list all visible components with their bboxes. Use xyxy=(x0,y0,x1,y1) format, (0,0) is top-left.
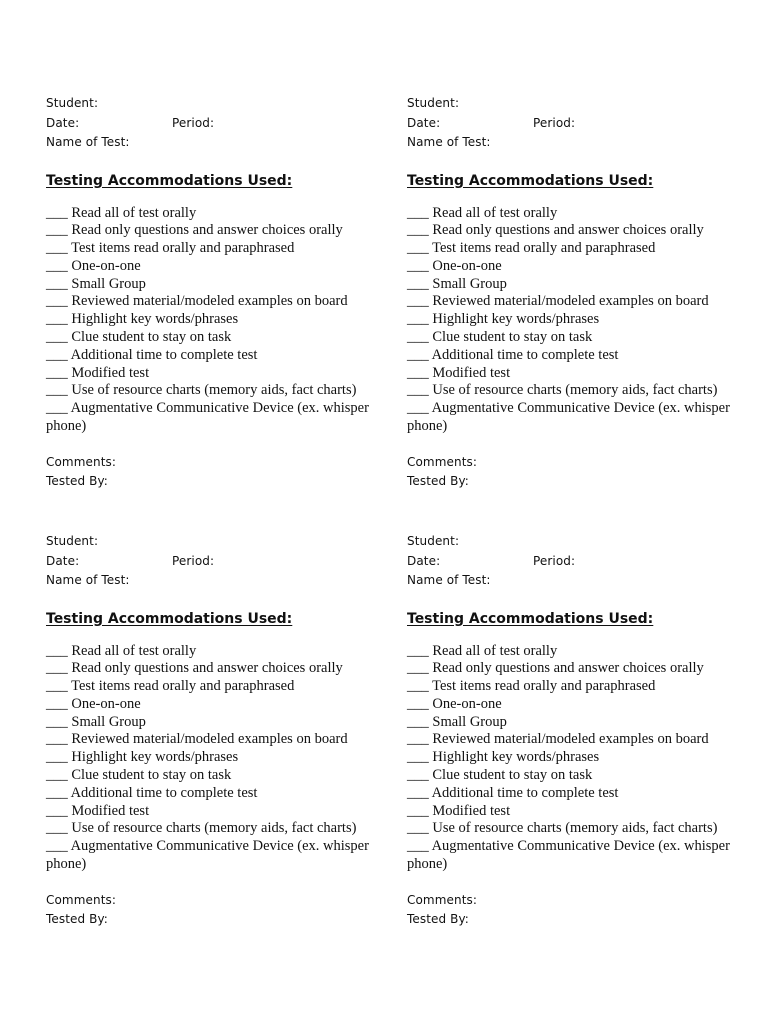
checkbox-blank[interactable]: ___ xyxy=(407,293,429,310)
date-period-row xyxy=(407,552,752,572)
accommodation-text: Clue student to stay on task xyxy=(71,767,232,784)
checkbox-blank[interactable]: ___ xyxy=(46,767,68,784)
checkbox-blank[interactable]: ___ xyxy=(46,660,68,677)
checkbox-blank[interactable]: ___ xyxy=(46,293,68,310)
accommodation-item xyxy=(407,660,752,678)
date-label: Date: xyxy=(46,115,80,130)
comments-label: Comments: xyxy=(46,454,116,469)
accommodation-text: Test items read orally and paraphrased xyxy=(432,678,656,695)
checkbox-blank[interactable]: ___ xyxy=(46,749,68,766)
checkbox-blank[interactable]: ___ xyxy=(46,784,68,801)
checkbox-blank[interactable]: ___ xyxy=(407,275,429,292)
checkbox-blank[interactable]: ___ xyxy=(407,802,429,819)
accommodation-text: Reviewed material/modeled examples on board xyxy=(71,731,348,748)
tested-by-label: Tested By: xyxy=(46,474,108,489)
accommodation-text: Read only questions and answer choices orally xyxy=(71,222,343,239)
checkbox-blank[interactable]: ___ xyxy=(407,364,429,381)
checkbox-blank[interactable]: ___ xyxy=(46,329,68,346)
accommodation-text: Clue student to stay on task xyxy=(432,329,593,346)
checkbox-blank[interactable]: ___ xyxy=(46,346,68,363)
accommodation-item xyxy=(407,820,752,838)
checkbox-blank[interactable]: ___ xyxy=(46,731,68,748)
checkbox-blank[interactable]: ___ xyxy=(407,678,429,695)
accommodation-text: Use of resource charts (memory aids, fact charts) xyxy=(71,820,357,837)
accommodation-item xyxy=(407,293,752,311)
accommodation-form-1 xyxy=(46,94,391,492)
period-label: Period: xyxy=(172,553,215,568)
accommodation-text: Small Group xyxy=(71,275,146,292)
accommodation-text: Augmentative Communicative Device (ex. whisper phone) xyxy=(46,838,369,873)
checkbox-blank[interactable]: ___ xyxy=(407,784,429,801)
student-label: Student: xyxy=(407,534,460,548)
accommodation-text: One-on-one xyxy=(432,257,502,274)
checkbox-blank[interactable]: ___ xyxy=(46,713,68,730)
checkbox-blank[interactable]: ___ xyxy=(407,838,429,855)
accommodation-item xyxy=(46,347,391,365)
comments-label: Comments: xyxy=(407,454,477,469)
accommodation-item xyxy=(46,749,391,767)
accommodation-item xyxy=(407,365,752,383)
accommodations-heading: Testing Accommodations Used: xyxy=(46,610,293,627)
checkbox-blank[interactable]: ___ xyxy=(407,346,429,363)
accommodation-text: Highlight key words/phrases xyxy=(432,749,600,766)
accommodation-item xyxy=(46,240,391,258)
checkbox-blank[interactable]: ___ xyxy=(46,678,68,695)
checkbox-blank[interactable]: ___ xyxy=(46,311,68,328)
accommodations-list xyxy=(46,643,391,874)
checkbox-blank[interactable]: ___ xyxy=(407,329,429,346)
accommodation-item xyxy=(407,240,752,258)
accommodation-form-3 xyxy=(46,532,391,930)
accommodation-item xyxy=(46,714,391,732)
accommodation-item xyxy=(46,400,391,436)
accommodation-text: Additional time to complete test xyxy=(431,346,619,363)
accommodation-item xyxy=(46,382,391,400)
accommodations-list xyxy=(407,205,752,436)
accommodation-item xyxy=(407,329,752,347)
accommodation-item xyxy=(407,347,752,365)
accommodation-item xyxy=(407,749,752,767)
accommodation-item xyxy=(407,643,752,661)
accommodation-text: Modified test xyxy=(432,802,511,819)
accommodation-item xyxy=(407,785,752,803)
accommodation-text: Read all of test orally xyxy=(71,642,197,659)
accommodation-item xyxy=(407,382,752,400)
accommodation-item xyxy=(407,400,752,436)
accommodation-text: Additional time to complete test xyxy=(70,346,258,363)
accommodation-item xyxy=(407,803,752,821)
accommodation-item xyxy=(407,258,752,276)
date-label: Date: xyxy=(46,553,80,568)
checkbox-blank[interactable]: ___ xyxy=(407,731,429,748)
accommodation-item xyxy=(407,838,752,874)
accommodation-item xyxy=(46,660,391,678)
accommodation-text: Highlight key words/phrases xyxy=(71,749,239,766)
accommodation-item xyxy=(407,731,752,749)
accommodation-text: Small Group xyxy=(71,713,146,730)
accommodation-text: Small Group xyxy=(432,275,507,292)
accommodation-item xyxy=(407,696,752,714)
date-period-row xyxy=(407,114,752,134)
accommodation-text: Clue student to stay on task xyxy=(71,329,232,346)
accommodation-text: Use of resource charts (memory aids, fact charts) xyxy=(71,382,357,399)
accommodation-text: Modified test xyxy=(432,364,511,381)
period-label: Period: xyxy=(533,553,576,568)
checkbox-blank[interactable]: ___ xyxy=(46,222,68,239)
accommodation-item xyxy=(46,329,391,347)
accommodations-list xyxy=(46,205,391,436)
accommodation-item xyxy=(46,205,391,223)
accommodation-text: Read only questions and answer choices orally xyxy=(71,660,343,677)
checkbox-blank[interactable]: ___ xyxy=(46,275,68,292)
accommodation-text: Augmentative Communicative Device (ex. whisper phone) xyxy=(407,400,730,435)
checkbox-blank[interactable]: ___ xyxy=(407,400,429,417)
test-name-label: Name of Test: xyxy=(407,135,491,149)
accommodation-text: Modified test xyxy=(71,802,150,819)
checkbox-blank[interactable]: ___ xyxy=(407,382,429,399)
accommodation-text: Read only questions and answer choices orally xyxy=(432,660,704,677)
checkbox-blank[interactable]: ___ xyxy=(407,713,429,730)
period-label: Period: xyxy=(172,115,215,130)
checkbox-blank[interactable]: ___ xyxy=(407,257,429,274)
student-label: Student: xyxy=(46,534,99,548)
checkbox-blank[interactable]: ___ xyxy=(407,642,429,659)
checkbox-blank[interactable]: ___ xyxy=(46,838,68,855)
accommodation-item xyxy=(46,696,391,714)
accommodation-text: Highlight key words/phrases xyxy=(71,311,239,328)
accommodation-item xyxy=(46,276,391,294)
checkbox-blank[interactable]: ___ xyxy=(46,642,68,659)
accommodation-item xyxy=(46,838,391,874)
accommodation-item xyxy=(46,258,391,276)
accommodation-text: Read all of test orally xyxy=(432,642,558,659)
accommodation-text: Read only questions and answer choices orally xyxy=(432,222,704,239)
accommodation-item xyxy=(407,205,752,223)
tested-by-label: Tested By: xyxy=(407,912,469,927)
accommodation-item xyxy=(407,276,752,294)
accommodations-heading: Testing Accommodations Used: xyxy=(46,172,293,189)
accommodation-text: Reviewed material/modeled examples on board xyxy=(432,731,709,748)
accommodation-text: One-on-one xyxy=(71,695,141,712)
checkbox-blank[interactable]: ___ xyxy=(407,311,429,328)
accommodation-item xyxy=(407,222,752,240)
accommodation-item xyxy=(407,767,752,785)
tested-by-label: Tested By: xyxy=(46,912,108,927)
date-label: Date: xyxy=(407,115,441,130)
date-period-row xyxy=(46,552,391,572)
checkbox-blank[interactable]: ___ xyxy=(407,660,429,677)
checkbox-blank[interactable]: ___ xyxy=(407,204,429,221)
accommodation-item xyxy=(46,222,391,240)
accommodation-item xyxy=(46,785,391,803)
period-label: Period: xyxy=(533,115,576,130)
accommodations-heading: Testing Accommodations Used: xyxy=(407,172,654,189)
checkbox-blank[interactable]: ___ xyxy=(46,695,68,712)
checkbox-blank[interactable]: ___ xyxy=(46,364,68,381)
accommodation-text: Additional time to complete test xyxy=(70,784,258,801)
comments-label: Comments: xyxy=(46,892,116,907)
accommodations-heading: Testing Accommodations Used: xyxy=(407,610,654,627)
accommodation-text: Reviewed material/modeled examples on board xyxy=(432,293,709,310)
test-name-label: Name of Test: xyxy=(407,573,491,587)
accommodations-list xyxy=(407,643,752,874)
accommodation-text: Read all of test orally xyxy=(71,204,197,221)
accommodation-text: Test items read orally and paraphrased xyxy=(71,240,295,257)
accommodation-text: Reviewed material/modeled examples on board xyxy=(71,293,348,310)
accommodation-text: Test items read orally and paraphrased xyxy=(432,240,656,257)
accommodation-item xyxy=(46,678,391,696)
checkbox-blank[interactable]: ___ xyxy=(46,257,68,274)
checkbox-blank[interactable]: ___ xyxy=(46,820,68,837)
checkbox-blank[interactable]: ___ xyxy=(46,204,68,221)
accommodation-item xyxy=(407,714,752,732)
checkbox-blank[interactable]: ___ xyxy=(407,820,429,837)
accommodation-text: Augmentative Communicative Device (ex. whisper phone) xyxy=(46,400,369,435)
accommodation-text: Small Group xyxy=(432,713,507,730)
accommodation-text: Clue student to stay on task xyxy=(432,767,593,784)
accommodation-text: Read all of test orally xyxy=(432,204,558,221)
date-label: Date: xyxy=(407,553,441,568)
checkbox-blank[interactable]: ___ xyxy=(407,749,429,766)
test-name-label: Name of Test: xyxy=(46,135,130,149)
checkbox-blank[interactable]: ___ xyxy=(46,400,68,417)
accommodation-item xyxy=(407,678,752,696)
accommodation-item xyxy=(46,293,391,311)
accommodation-text: Test items read orally and paraphrased xyxy=(71,678,295,695)
accommodation-text: One-on-one xyxy=(71,257,141,274)
accommodation-item xyxy=(46,767,391,785)
accommodation-text: Use of resource charts (memory aids, fact charts) xyxy=(432,382,718,399)
date-period-row xyxy=(46,114,391,134)
test-name-label: Name of Test: xyxy=(46,573,130,587)
student-label: Student: xyxy=(46,96,99,110)
accommodation-form-4 xyxy=(407,532,752,930)
checkbox-blank[interactable]: ___ xyxy=(407,767,429,784)
accommodation-item xyxy=(407,311,752,329)
accommodation-text: Additional time to complete test xyxy=(431,784,619,801)
checkbox-blank[interactable]: ___ xyxy=(46,802,68,819)
accommodation-item xyxy=(46,820,391,838)
accommodation-text: Augmentative Communicative Device (ex. whisper phone) xyxy=(407,838,730,873)
accommodation-item xyxy=(46,365,391,383)
checkbox-blank[interactable]: ___ xyxy=(407,222,429,239)
comments-label: Comments: xyxy=(407,892,477,907)
student-label: Student: xyxy=(407,96,460,110)
accommodation-item xyxy=(46,731,391,749)
accommodation-item xyxy=(46,643,391,661)
accommodation-text: Modified test xyxy=(71,364,150,381)
accommodation-text: Highlight key words/phrases xyxy=(432,311,600,328)
checkbox-blank[interactable]: ___ xyxy=(46,382,68,399)
accommodation-item xyxy=(46,803,391,821)
accommodation-item xyxy=(46,311,391,329)
accommodation-text: One-on-one xyxy=(432,695,502,712)
checkbox-blank[interactable]: ___ xyxy=(407,240,429,257)
accommodation-text: Use of resource charts (memory aids, fact charts) xyxy=(432,820,718,837)
accommodation-form-2 xyxy=(407,94,752,492)
tested-by-label: Tested By: xyxy=(407,474,469,489)
checkbox-blank[interactable]: ___ xyxy=(407,695,429,712)
checkbox-blank[interactable]: ___ xyxy=(46,240,68,257)
